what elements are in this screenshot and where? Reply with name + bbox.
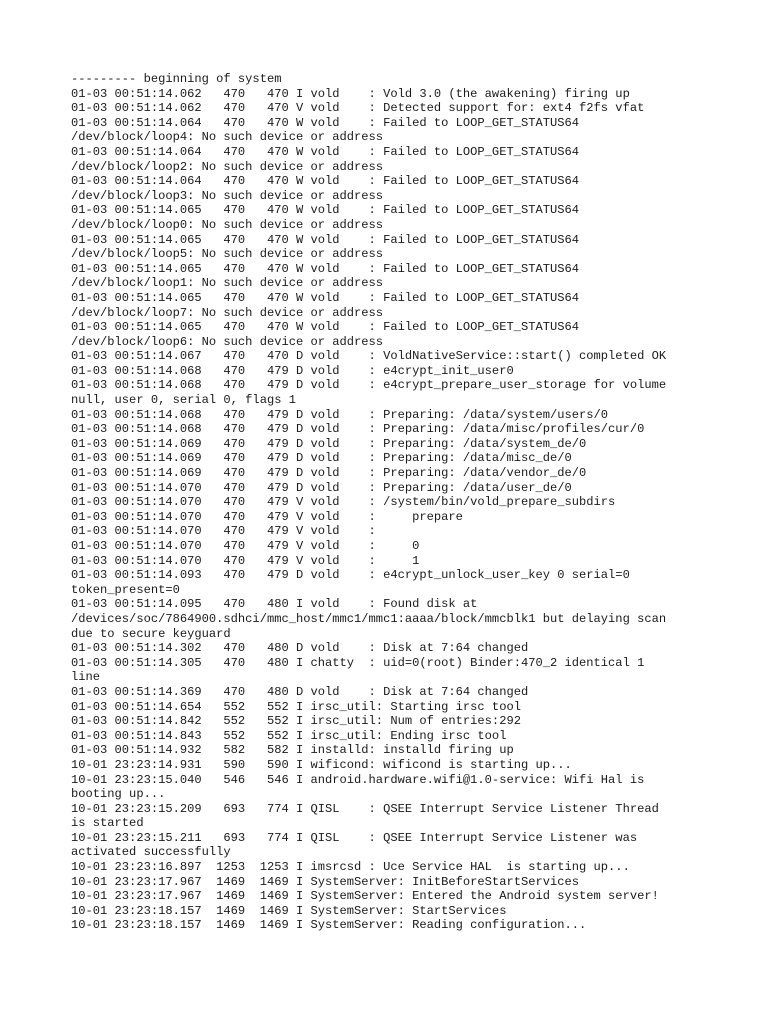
log-line: 01-03 00:51:14.093 470 479 D vold : e4crypt_unlock_user_key 0 serial=0 <box>71 568 630 583</box>
log-line: 01-03 00:51:14.069 470 479 D vold : Preparing: /data/vendor_de/0 <box>71 466 587 481</box>
log-line: 01-03 00:51:14.070 470 479 V vold : 1 <box>71 553 420 568</box>
log-line: 10-01 23:23:15.209 693 774 I QISL : QSEE Interrupt Service Listener Thread <box>71 801 659 816</box>
log-line: due to secure keyguard <box>71 626 231 641</box>
log-line: 01-03 00:51:14.369 470 480 D vold : Disk at 7:64 changed <box>71 684 529 699</box>
log-line: 01-03 00:51:14.065 470 470 W vold : Failed to LOOP_GET_STATUS64 <box>71 203 580 218</box>
log-line: 01-03 00:51:14.070 470 479 V vold : /system/bin/vold_prepare_subdirs <box>71 495 616 510</box>
log-line: 10-01 23:23:16.897 1253 1253 I imsrcsd : Uce Service HAL is starting up... <box>71 860 630 875</box>
log-line: 10-01 23:23:18.157 1469 1469 I SystemServer: StartServices <box>71 903 507 918</box>
log-line: 01-03 00:51:14.305 470 480 I chatty : uid=0(root) Binder:470_2 identical 1 <box>71 655 645 670</box>
log-line: 01-03 00:51:14.070 470 479 V vold : 0 <box>71 539 420 553</box>
log-line: 01-03 00:51:14.843 552 552 I irsc_util: Ending irsc tool <box>71 728 507 743</box>
log-line: token_present=0 <box>71 582 180 597</box>
log-line: --------- beginning of system <box>71 72 282 86</box>
log-line: 01-03 00:51:14.068 470 479 D vold : e4crypt_init_user0 <box>71 363 514 378</box>
log-line: line <box>71 670 101 685</box>
log-line: /dev/block/loop7: No such device or address <box>71 305 384 320</box>
log-line: 10-01 23:23:15.040 546 546 I android.hardware.wifi@1.0-service: Wifi Hal is <box>71 772 645 787</box>
log-line: 01-03 00:51:14.064 470 470 W vold : Failed to LOOP_GET_STATUS64 <box>71 144 580 159</box>
log-line: 01-03 00:51:14.062 470 470 I vold : Vold 3.0 (the awakening) firing up <box>71 86 630 101</box>
log-line: 01-03 00:51:14.065 470 470 W vold : Failed to LOOP_GET_STATUS64 <box>71 320 580 335</box>
log-line: is started <box>71 816 144 831</box>
log-line: 01-03 00:51:14.062 470 470 V vold : Detected support for: ext4 f2fs vfat <box>71 101 645 116</box>
log-line: 10-01 23:23:14.931 590 590 I wificond: wificond is starting up... <box>71 757 572 772</box>
log-line: 10-01 23:23:17.967 1469 1469 I SystemServer: InitBeforeStartServices <box>71 874 580 889</box>
log-line: 01-03 00:51:14.069 470 479 D vold : Preparing: /data/misc_de/0 <box>71 451 572 466</box>
log-line: 01-03 00:51:14.068 470 479 D vold : Preparing: /data/system/users/0 <box>71 407 609 422</box>
log-line: 10-01 23:23:15.211 693 774 I QISL : QSEE Interrupt Service Listener was <box>71 830 638 845</box>
log-line: 10-01 23:23:18.157 1469 1469 I SystemServer: Reading configuration... <box>71 918 587 933</box>
log-line: 01-03 00:51:14.064 470 470 W vold : Failed to LOOP_GET_STATUS64 <box>71 174 580 189</box>
log-line: /devices/soc/7864900.sdhci/mmc_host/mmc1/mmc1:aaaa/block/mmcblk1 but delaying scan <box>71 611 667 626</box>
log-line: 01-03 00:51:14.070 470 479 D vold : Preparing: /data/user_de/0 <box>71 480 572 495</box>
log-line: 01-03 00:51:14.070 470 479 V vold : <box>71 524 376 539</box>
log-line: /dev/block/loop1: No such device or address <box>71 276 384 291</box>
log-line: 01-03 00:51:14.302 470 480 D vold : Disk at 7:64 changed <box>71 641 529 656</box>
log-line: /dev/block/loop3: No such device or address <box>71 188 384 203</box>
log-line: /dev/block/loop4: No such device or address <box>71 130 384 145</box>
log-output <box>71 72 751 933</box>
log-line: /dev/block/loop2: No such device or address <box>71 159 384 174</box>
log-line: null, user 0, serial 0, flags 1 <box>71 393 296 408</box>
log-line: 01-03 00:51:14.070 470 479 V vold : prepare <box>71 509 463 524</box>
log-line: 01-03 00:51:14.064 470 470 W vold : Failed to LOOP_GET_STATUS64 <box>71 115 580 130</box>
log-line: 01-03 00:51:14.067 470 470 D vold : VoldNativeService::start() completed OK <box>71 349 667 364</box>
log-line: activated successfully <box>71 845 231 860</box>
log-line: /dev/block/loop0: No such device or address <box>71 217 384 232</box>
log-line: /dev/block/loop6: No such device or address <box>71 334 384 349</box>
log-line: 01-03 00:51:14.932 582 582 I installd: installd firing up <box>71 743 514 758</box>
log-line: /dev/block/loop5: No such device or address <box>71 247 384 262</box>
log-line: 01-03 00:51:14.842 552 552 I irsc_util: Num of entries:292 <box>71 714 521 729</box>
log-line: 01-03 00:51:14.065 470 470 W vold : Failed to LOOP_GET_STATUS64 <box>71 261 580 276</box>
log-line: 01-03 00:51:14.068 470 479 D vold : e4crypt_prepare_user_storage for volume <box>71 378 667 393</box>
log-line: 01-03 00:51:14.095 470 480 I vold : Found disk at <box>71 597 478 612</box>
log-line: 10-01 23:23:17.967 1469 1469 I SystemServer: Entered the Android system server! <box>71 889 659 904</box>
log-line: 01-03 00:51:14.654 552 552 I irsc_util: Starting irsc tool <box>71 699 521 714</box>
log-line: 01-03 00:51:14.068 470 479 D vold : Preparing: /data/misc/profiles/cur/0 <box>71 422 645 437</box>
log-line: booting up... <box>71 787 166 802</box>
log-line: 01-03 00:51:14.065 470 470 W vold : Failed to LOOP_GET_STATUS64 <box>71 290 580 305</box>
log-line: 01-03 00:51:14.065 470 470 W vold : Failed to LOOP_GET_STATUS64 <box>71 232 580 247</box>
log-line: 01-03 00:51:14.069 470 479 D vold : Preparing: /data/system_de/0 <box>71 436 587 451</box>
